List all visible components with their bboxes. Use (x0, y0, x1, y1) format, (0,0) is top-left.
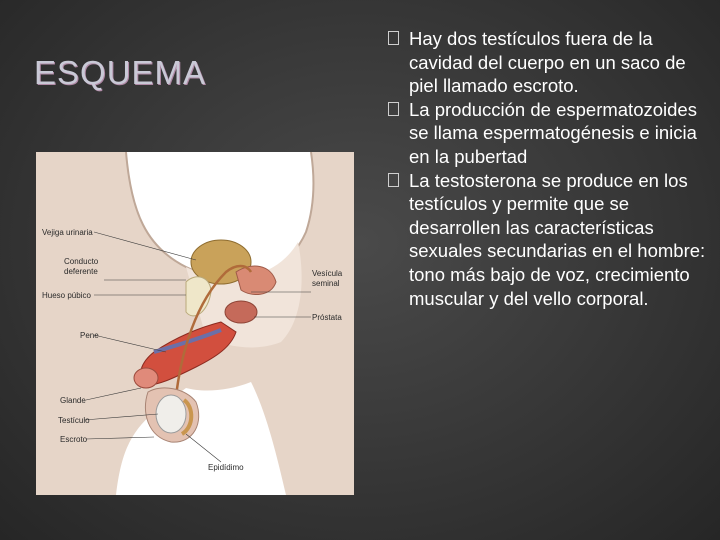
label-testicle: Testículo (58, 416, 90, 425)
label-scrotum: Escroto (60, 435, 88, 444)
label-bladder: Vejiga urinaria (42, 228, 93, 237)
label-pubic-bone: Hueso púbico (42, 291, 91, 300)
anatomy-figure (36, 152, 354, 495)
label-seminal-vesicle-2: seminal (312, 279, 340, 288)
square-bullet-icon (388, 173, 399, 187)
bullet-text: La producción de espermatozoides se llama espermatogénesis e inicia en la pubertad (409, 98, 697, 167)
bullet-text: Hay dos testículos fuera de la cavidad del cuerpo en un saco de piel llamado escroto. (409, 28, 686, 97)
label-vas-deferens-1: Conducto (64, 257, 99, 266)
bullet-item (383, 27, 708, 98)
label-epididymis: Epidídimo (208, 463, 244, 472)
label-glans: Glande (60, 396, 86, 405)
bullet-item (383, 98, 708, 169)
bullet-list (383, 27, 708, 310)
label-seminal-vesicle-1: Vesícula (312, 269, 343, 278)
square-bullet-icon (388, 102, 399, 116)
slide-title: ESQUEMA (34, 54, 207, 91)
testicle-shape (156, 395, 186, 433)
bullet-text: La testosterona se produce en los testículos y permite que se desarrollen las características sexuales secundarias en el hombre: tono más bajo de voz, crecimiento muscular y del vello corporal. (409, 169, 706, 309)
label-vas-deferens-2: deferente (64, 267, 98, 276)
label-penis: Pene (80, 331, 99, 340)
label-prostate: Próstata (312, 313, 342, 322)
prostate-shape (225, 301, 257, 323)
glans-shape (134, 368, 158, 388)
square-bullet-icon (388, 31, 399, 45)
bullet-item (383, 169, 708, 311)
